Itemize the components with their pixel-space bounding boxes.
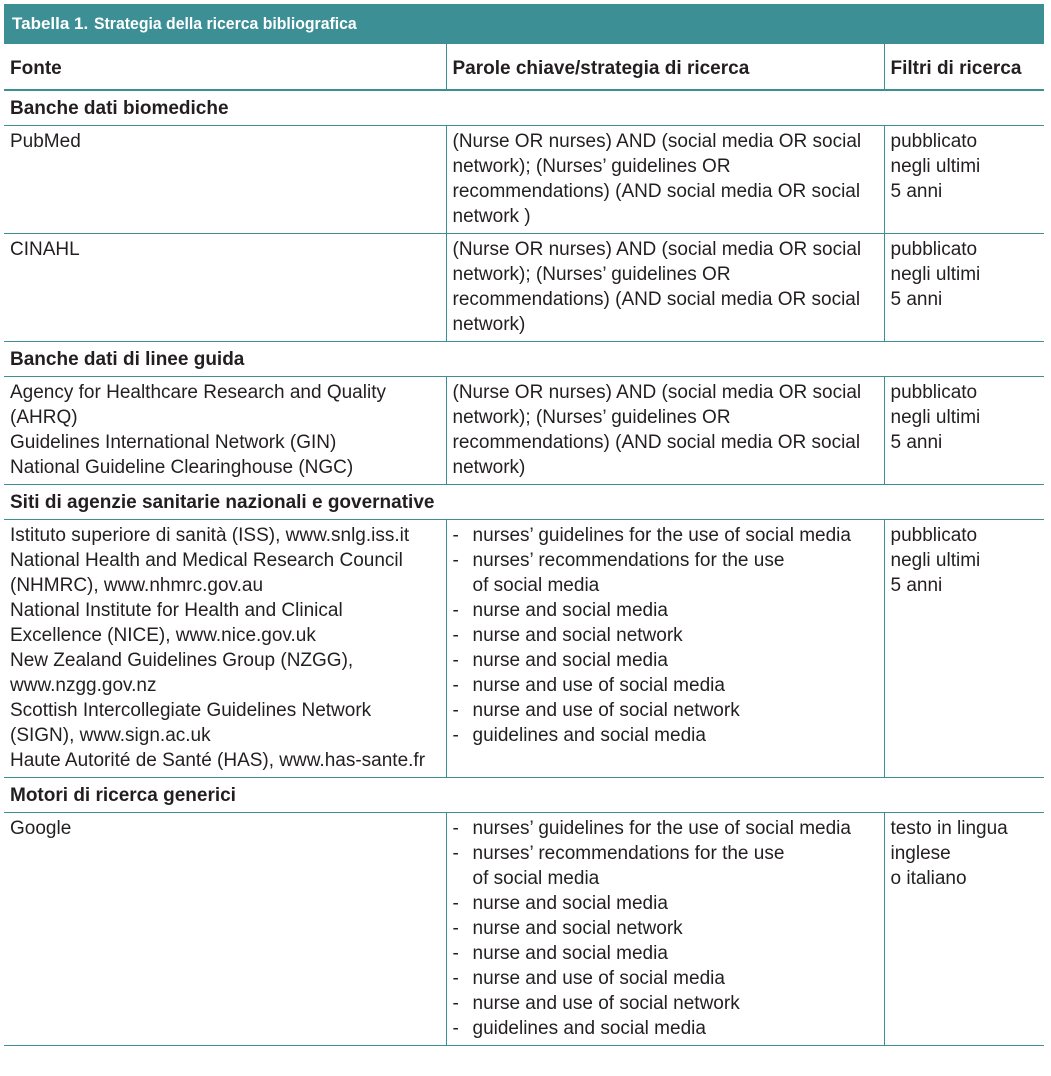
keywords-cell bbox=[446, 377, 884, 485]
keyword-text: nurse and social media bbox=[472, 943, 668, 964]
bullet-dash: - bbox=[452, 1018, 459, 1039]
table-row bbox=[4, 126, 1044, 234]
filters-cell bbox=[884, 813, 1044, 1046]
keyword-item bbox=[453, 648, 880, 673]
filter-line: 5 anni bbox=[890, 181, 943, 202]
source-line: Istituto superiore di sanità (ISS), www.snlg.iss.it bbox=[10, 525, 410, 546]
table-row bbox=[4, 234, 1044, 342]
filter-line: pubblicato bbox=[890, 382, 978, 403]
filters-cell bbox=[884, 234, 1044, 342]
query-line: network) bbox=[452, 314, 526, 335]
filter-line: 5 anni bbox=[890, 575, 943, 596]
source-line: New Zealand Guidelines Group (NZGG), bbox=[10, 650, 354, 671]
header-keywords: Parole chiave/strategia di ricerca bbox=[446, 44, 884, 90]
keyword-text: nurse and social network bbox=[472, 625, 683, 646]
section-row bbox=[4, 778, 1044, 813]
filter-line: pubblicato bbox=[890, 239, 978, 260]
keyword-item bbox=[453, 548, 880, 598]
header-source: Fonte bbox=[4, 44, 446, 90]
filters-cell bbox=[884, 377, 1044, 485]
query-line: network); (Nurses’ guidelines OR bbox=[452, 156, 731, 177]
source-line: www.nzgg.gov.nz bbox=[10, 675, 157, 696]
search-strategy-table bbox=[4, 44, 1044, 1046]
query-line: recommendations) (AND social media OR social bbox=[452, 432, 861, 453]
keywords-cell bbox=[446, 126, 884, 234]
filter-line: inglese bbox=[890, 843, 951, 864]
bullet-dash: - bbox=[452, 893, 459, 914]
keyword-text: nurse and use of social media bbox=[472, 675, 725, 696]
source-cell bbox=[4, 234, 446, 342]
keyword-text: nurses’ recommendations for the use bbox=[472, 550, 785, 571]
section-row bbox=[4, 90, 1044, 126]
source-line: Google bbox=[10, 818, 72, 839]
filter-line: negli ultimi bbox=[890, 407, 981, 428]
section-title: Siti di agenzie sanitarie nazionali e governative bbox=[4, 485, 1044, 520]
source-cell bbox=[4, 520, 446, 778]
query-line: (Nurse OR nurses) AND (social media OR social bbox=[452, 131, 862, 152]
source-line: Haute Autorité de Santé (HAS), www.has-sante.fr bbox=[10, 750, 426, 771]
keyword-item bbox=[453, 841, 880, 891]
query-line: recommendations) (AND social media OR social bbox=[452, 289, 861, 310]
query-line: recommendations) (AND social media OR social bbox=[452, 181, 861, 202]
bullet-dash: - bbox=[452, 918, 459, 939]
keyword-text: nurse and social network bbox=[472, 918, 683, 939]
table-row bbox=[4, 377, 1044, 485]
keyword-text: nurse and social media bbox=[472, 893, 668, 914]
section-title: Motori di ricerca generici bbox=[4, 778, 1044, 813]
source-line: CINAHL bbox=[10, 239, 80, 260]
filters-cell bbox=[884, 520, 1044, 778]
header-row bbox=[4, 44, 1044, 90]
filter-line: pubblicato bbox=[890, 131, 978, 152]
keywords-cell bbox=[446, 520, 884, 778]
bullet-dash: - bbox=[452, 600, 459, 621]
bullet-dash: - bbox=[452, 968, 459, 989]
section-row bbox=[4, 342, 1044, 377]
filter-line: 5 anni bbox=[890, 289, 943, 310]
source-line: PubMed bbox=[10, 131, 81, 152]
keyword-text: nurse and use of social network bbox=[472, 700, 740, 721]
keyword-text: guidelines and social media bbox=[472, 1018, 706, 1039]
bullet-dash: - bbox=[452, 625, 459, 646]
table-title: Strategia della ricerca bibliografica bbox=[94, 14, 357, 33]
keyword-text: nurse and use of social network bbox=[472, 993, 740, 1014]
source-cell bbox=[4, 377, 446, 485]
keyword-text: nurse and social media bbox=[472, 600, 668, 621]
keyword-text: nurses’ recommendations for the use bbox=[472, 843, 785, 864]
source-line: (NHMRC), www.nhmrc.gov.au bbox=[10, 575, 264, 596]
keyword-item bbox=[453, 916, 880, 941]
query-line: network); (Nurses’ guidelines OR bbox=[452, 407, 731, 428]
keyword-item bbox=[453, 991, 880, 1016]
keyword-item bbox=[453, 723, 880, 748]
keyword-item bbox=[453, 816, 880, 841]
source-line: Agency for Healthcare Research and Quality bbox=[10, 382, 386, 403]
bullet-dash: - bbox=[452, 525, 459, 546]
table-title-bar bbox=[4, 4, 1044, 44]
bullet-dash: - bbox=[452, 843, 459, 864]
bullet-dash: - bbox=[452, 943, 459, 964]
filter-line: o italiano bbox=[890, 868, 967, 889]
keyword-text: of social media bbox=[472, 575, 600, 596]
bullet-dash: - bbox=[452, 993, 459, 1014]
keyword-text: nurse and social media bbox=[472, 650, 668, 671]
bullet-dash: - bbox=[452, 818, 459, 839]
query-line: (Nurse OR nurses) AND (social media OR social bbox=[452, 382, 862, 403]
keyword-item bbox=[453, 941, 880, 966]
keyword-item bbox=[453, 598, 880, 623]
keyword-item bbox=[453, 673, 880, 698]
source-line: National Guideline Clearinghouse (NGC) bbox=[10, 457, 354, 478]
keyword-item bbox=[453, 966, 880, 991]
keyword-item bbox=[453, 623, 880, 648]
query-line: network) bbox=[452, 457, 526, 478]
source-cell bbox=[4, 813, 446, 1046]
keyword-text: guidelines and social media bbox=[472, 725, 706, 746]
source-line: Scottish Intercollegiate Guidelines Network bbox=[10, 700, 372, 721]
keywords-cell bbox=[446, 813, 884, 1046]
filter-line: negli ultimi bbox=[890, 264, 981, 285]
section-row bbox=[4, 485, 1044, 520]
bullet-dash: - bbox=[452, 650, 459, 671]
section-title: Banche dati di linee guida bbox=[4, 342, 1044, 377]
filter-line: negli ultimi bbox=[890, 156, 981, 177]
keyword-text: nurses’ guidelines for the use of social media bbox=[472, 525, 851, 546]
filters-cell bbox=[884, 126, 1044, 234]
filter-line: testo in lingua bbox=[890, 818, 1008, 839]
query-line: (Nurse OR nurses) AND (social media OR social bbox=[452, 239, 862, 260]
bullet-dash: - bbox=[452, 700, 459, 721]
keyword-text: of social media bbox=[472, 868, 600, 889]
keyword-text: nurse and use of social media bbox=[472, 968, 725, 989]
bullet-dash: - bbox=[452, 550, 459, 571]
keywords-cell bbox=[446, 234, 884, 342]
filter-line: negli ultimi bbox=[890, 550, 981, 571]
header-filters: Filtri di ricerca bbox=[884, 44, 1044, 90]
section-title: Banche dati biomediche bbox=[4, 90, 1044, 126]
bullet-dash: - bbox=[452, 675, 459, 696]
bullet-dash: - bbox=[452, 725, 459, 746]
source-line: (SIGN), www.sign.ac.uk bbox=[10, 725, 211, 746]
source-line: National Health and Medical Research Council bbox=[10, 550, 403, 571]
query-line: network ) bbox=[452, 206, 531, 227]
keyword-item bbox=[453, 1016, 880, 1041]
filter-line: 5 anni bbox=[890, 432, 943, 453]
query-line: network); (Nurses’ guidelines OR bbox=[452, 264, 731, 285]
table-number: Tabella 1. bbox=[12, 14, 89, 33]
source-line: Guidelines International Network (GIN) bbox=[10, 432, 337, 453]
source-cell bbox=[4, 126, 446, 234]
source-line: National Institute for Health and Clinical bbox=[10, 600, 343, 621]
filter-line: pubblicato bbox=[890, 525, 978, 546]
source-line: Excellence (NICE), www.nice.gov.uk bbox=[10, 625, 316, 646]
keyword-item bbox=[453, 891, 880, 916]
keyword-item bbox=[453, 523, 880, 548]
source-line: (AHRQ) bbox=[10, 407, 78, 428]
table-row bbox=[4, 813, 1044, 1046]
keyword-item bbox=[453, 698, 880, 723]
keyword-text: nurses’ guidelines for the use of social media bbox=[472, 818, 851, 839]
table-row bbox=[4, 520, 1044, 778]
